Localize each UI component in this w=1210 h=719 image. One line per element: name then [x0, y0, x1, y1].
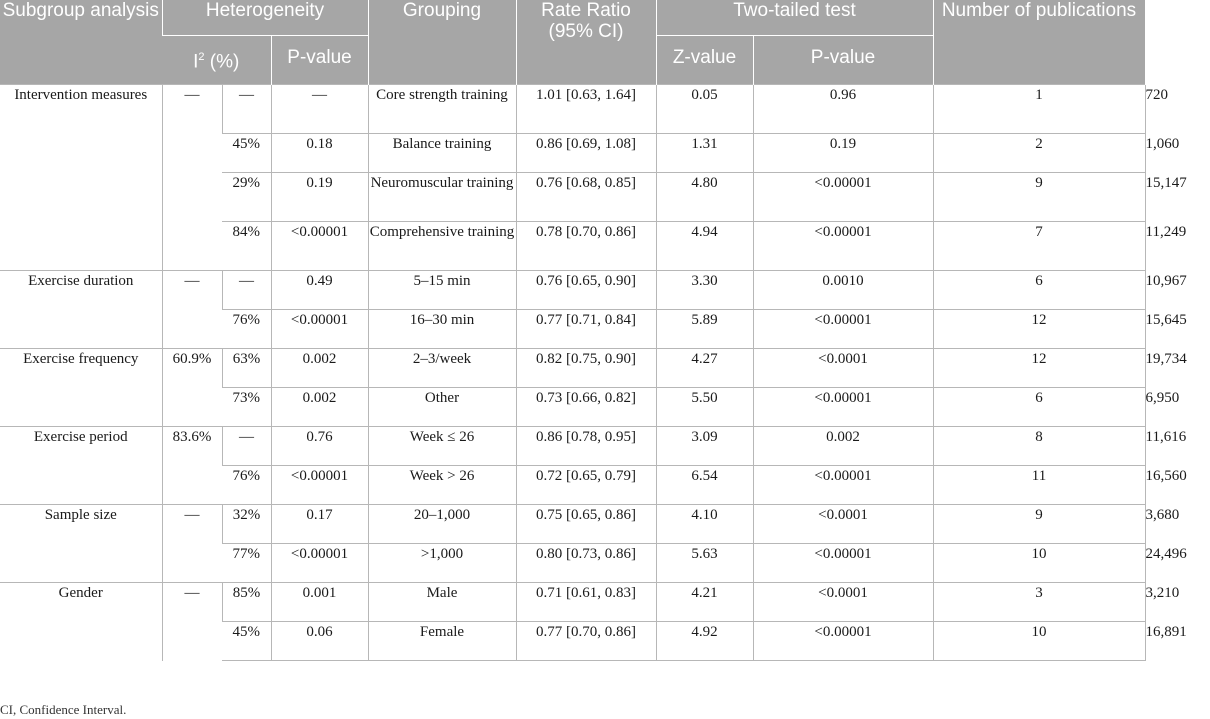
z-value-cell: 3.09 — [656, 427, 753, 466]
group-i2-cell: — — [162, 583, 222, 661]
het-p-cell: 0.17 — [271, 505, 368, 544]
p-value-cell: 0.96 — [753, 85, 933, 134]
het-p-cell: 0.002 — [271, 349, 368, 388]
publications-cell: 12 — [933, 310, 1145, 349]
z-value-cell: 0.05 — [656, 85, 753, 134]
z-value-cell: 4.21 — [656, 583, 753, 622]
het-p-cell: 0.002 — [271, 388, 368, 427]
p-value-cell: <0.00001 — [753, 622, 933, 661]
z-value-cell: 4.92 — [656, 622, 753, 661]
publications-cell: 9 — [933, 173, 1145, 222]
publications-cell: 3 — [933, 583, 1145, 622]
p-value-cell: 0.002 — [753, 427, 933, 466]
publications-cell: 7 — [933, 222, 1145, 271]
table-row: 77% <0.00001 >1,000 0.80 [0.73, 0.86] 5.63 <0.00001 10 24,496 — [0, 544, 1145, 583]
subgroup-analysis-table: Subgroup analysis Heterogeneity Grouping Rate Ratio (95% CI) Two-tailed test Number of publications Sample size $I^2$ (%) P-value Z-value P-value Intervention measures — — — Core strength training 1.01 [0.63, 1.64] 0.05 0.96 1 720 45% 0.18 Balance training 0.86 [0.69, 1.08] 1.31 0.19 2 1,060 29% 0.19 Neuromuscular training 0.76 [0.68, 0.85] 4.80 <0.00001 9 15,147 84% <0.00001 Comprehensive training 0.78 [0.70, 0.86] 4.94 <0.00001 7 11,249 Exercise duration — — 0.49 5–15 min 0.76 [0.65, 0.90] 3.30 0.0010 6 10,967 76% <0.00001 16–30 min 0.77 [0.71, 0.84] 5.89 <0.00001 12 15,645 Exercise frequency 60.9% 63% 0.002 2–3/week 0.82 [0.75, 0.90] 4.27 <0.0001 12 19,734 73% 0.002 Other 0.73 [0.66, 0.82] 5.50 <0.00001 6 6,950 Exercise period 83.6% — 0.76 Week ≤ 26 0.86 [0.78, 0.95] 3.09 0.002 8 11,616 76% <0.00001 Week > 26 0.72 [0.65, 0.79] 6.54 <0.00001 11 16,560 Sample size — 32% 0.17 20–1,000 0.75 [0.65, 0.86] 4.10 <0.0001 9 3,680 77% <0.00001 >1,000 0.80 [0.73, 0.86] 5.63 <0.00001 10 24,496 Gender — 85% 0.001 Male 0.71 [0.61, 0.83] 4.21 <0.0001 3 3,210 45% 0.06 Female 0.77 [0.70, 0.86] 4.92 <0.00001 10 16,891 — [0, 0, 1145, 661]
group-i2-cell: — — [162, 505, 222, 583]
rate-ratio-cell: 0.77 [0.71, 0.84] — [516, 310, 656, 349]
het-p-cell: 0.001 — [271, 583, 368, 622]
table-row: 84% <0.00001 Comprehensive training 0.78 [0.70, 0.86] 4.94 <0.00001 7 11,249 — [0, 222, 1145, 271]
publications-cell: 10 — [933, 544, 1145, 583]
het-i2-cell: — — [222, 427, 271, 466]
header-i2-sup: 2 — [198, 51, 205, 64]
header-subgroup: Subgroup analysis — [0, 0, 162, 85]
subgroup-cell: Intervention measures — [0, 85, 162, 271]
rate-ratio-cell: 0.78 [0.70, 0.86] — [516, 222, 656, 271]
table-row: 73% 0.002 Other 0.73 [0.66, 0.82] 5.50 <0.00001 6 6,950 — [0, 388, 1145, 427]
het-p-cell: <0.00001 — [271, 544, 368, 583]
rate-ratio-cell: 0.76 [0.68, 0.85] — [516, 173, 656, 222]
p-value-cell: <0.00001 — [753, 466, 933, 505]
table-row: 76% <0.00001 Week > 26 0.72 [0.65, 0.79] 6.54 <0.00001 11 16,560 — [0, 466, 1145, 505]
publications-cell: 6 — [933, 388, 1145, 427]
grouping-cell: Core strength training — [368, 85, 516, 134]
group-i2-cell: — — [162, 271, 222, 349]
p-value-cell: <0.00001 — [753, 173, 933, 222]
subgroup-cell: Exercise frequency — [0, 349, 162, 427]
publications-cell: 9 — [933, 505, 1145, 544]
het-p-cell: 0.18 — [271, 134, 368, 173]
table-row: 45% 0.06 Female 0.77 [0.70, 0.86] 4.92 <0.00001 10 16,891 — [0, 622, 1145, 661]
table-row: Exercise period 83.6% — 0.76 Week ≤ 26 0.86 [0.78, 0.95] 3.09 0.002 8 11,616 — [0, 427, 1145, 466]
group-i2-cell: — — [162, 85, 222, 271]
het-p-cell: 0.19 — [271, 173, 368, 222]
z-value-cell: 4.94 — [656, 222, 753, 271]
grouping-cell: Male — [368, 583, 516, 622]
het-i2-cell: 63% — [222, 349, 271, 388]
p-value-cell: <0.0001 — [753, 583, 933, 622]
het-i2-cell: 77% — [222, 544, 271, 583]
het-p-cell: 0.06 — [271, 622, 368, 661]
het-i2-cell: 45% — [222, 622, 271, 661]
het-i2-cell: 76% — [222, 310, 271, 349]
publications-cell: 2 — [933, 134, 1145, 173]
p-value-cell: <0.0001 — [753, 349, 933, 388]
z-value-cell: 4.27 — [656, 349, 753, 388]
header-i2-unit: (%) — [204, 51, 240, 73]
grouping-cell: Neuromuscular training — [368, 173, 516, 222]
grouping-cell: >1,000 — [368, 544, 516, 583]
z-value-cell: 5.50 — [656, 388, 753, 427]
group-i2-cell: 60.9% — [162, 349, 222, 427]
z-value-cell: 1.31 — [656, 134, 753, 173]
header-rate-ratio: Rate Ratio (95% CI) — [516, 0, 656, 85]
z-value-cell: 4.80 — [656, 173, 753, 222]
grouping-cell: Week ≤ 26 — [368, 427, 516, 466]
grouping-cell: 5–15 min — [368, 271, 516, 310]
rate-ratio-cell: 0.73 [0.66, 0.82] — [516, 388, 656, 427]
publications-cell: 6 — [933, 271, 1145, 310]
publications-cell: 12 — [933, 349, 1145, 388]
p-value-cell: <0.00001 — [753, 310, 933, 349]
header-z-value: Z-value — [656, 36, 753, 85]
rate-ratio-cell: 0.71 [0.61, 0.83] — [516, 583, 656, 622]
rate-ratio-cell: 0.80 [0.73, 0.86] — [516, 544, 656, 583]
rate-ratio-cell: 0.86 [0.69, 1.08] — [516, 134, 656, 173]
z-value-cell: 6.54 — [656, 466, 753, 505]
table-body — [0, 85, 1187, 661]
het-i2-cell: 29% — [222, 173, 271, 222]
het-p-cell: <0.00001 — [271, 222, 368, 271]
het-p-cell: 0.49 — [271, 271, 368, 310]
table-row: 76% <0.00001 16–30 min 0.77 [0.71, 0.84] 5.89 <0.00001 12 15,645 — [0, 310, 1145, 349]
table-row: Gender — 85% 0.001 Male 0.71 [0.61, 0.83] 4.21 <0.0001 3 3,210 — [0, 583, 1145, 622]
table-row: 45% 0.18 Balance training 0.86 [0.69, 1.08] 1.31 0.19 2 1,060 — [0, 134, 1145, 173]
het-i2-cell: 32% — [222, 505, 271, 544]
rate-ratio-cell: 0.77 [0.70, 0.86] — [516, 622, 656, 661]
grouping-cell: Other — [368, 388, 516, 427]
rate-ratio-cell: 0.76 [0.65, 0.90] — [516, 271, 656, 310]
het-p-cell: <0.00001 — [271, 466, 368, 505]
z-value-cell: 5.89 — [656, 310, 753, 349]
p-value-cell: 0.19 — [753, 134, 933, 173]
p-value-cell: <0.00001 — [753, 222, 933, 271]
p-value-cell: <0.00001 — [753, 544, 933, 583]
grouping-cell: Balance training — [368, 134, 516, 173]
subgroup-cell: Sample size — [0, 505, 162, 583]
group-i2-cell: 83.6% — [162, 427, 222, 505]
het-p-cell: — — [271, 85, 368, 134]
z-value-cell: 5.63 — [656, 544, 753, 583]
rate-ratio-cell: 0.82 [0.75, 0.90] — [516, 349, 656, 388]
grouping-cell: Week > 26 — [368, 466, 516, 505]
rate-ratio-cell: 0.72 [0.65, 0.79] — [516, 466, 656, 505]
subgroup-cell: Exercise period — [0, 427, 162, 505]
het-i2-cell: 73% — [222, 388, 271, 427]
publications-cell: 8 — [933, 427, 1145, 466]
header-publications: Number of publications — [933, 0, 1145, 85]
header-two-tailed-test: Two-tailed test — [656, 0, 933, 36]
publications-cell: 11 — [933, 466, 1145, 505]
subgroup-cell: Exercise duration — [0, 271, 162, 349]
header-heterogeneity: Heterogeneity — [162, 0, 368, 36]
grouping-cell: Female — [368, 622, 516, 661]
het-i2-cell: 85% — [222, 583, 271, 622]
publications-cell: 1 — [933, 85, 1145, 134]
table-row: Exercise duration — — 0.49 5–15 min 0.76 [0.65, 0.90] 3.30 0.0010 6 10,967 — [0, 271, 1145, 310]
header-test-p-value: P-value — [753, 36, 933, 85]
rate-ratio-cell: 0.86 [0.78, 0.95] — [516, 427, 656, 466]
table-row: Sample size — 32% 0.17 20–1,000 0.75 [0.65, 0.86] 4.10 <0.0001 9 3,680 — [0, 505, 1145, 544]
grouping-cell: 20–1,000 — [368, 505, 516, 544]
footnote: CI, Confidence Interval. — [0, 702, 127, 717]
het-i2-cell: 76% — [222, 466, 271, 505]
het-i2-cell: 45% — [222, 134, 271, 173]
rate-ratio-cell: 0.75 [0.65, 0.86] — [516, 505, 656, 544]
het-p-cell: 0.76 — [271, 427, 368, 466]
subgroup-cell: Gender — [0, 583, 162, 661]
header-het-p-value: P-value — [271, 36, 368, 85]
z-value-cell: 4.10 — [656, 505, 753, 544]
grouping-cell: 2–3/week — [368, 349, 516, 388]
header-i2-base: I — [193, 51, 199, 73]
p-value-cell: <0.0001 — [753, 505, 933, 544]
grouping-cell: Comprehensive training — [368, 222, 516, 271]
het-i2-cell: — — [222, 271, 271, 310]
het-p-cell: <0.00001 — [271, 310, 368, 349]
header-grouping: Grouping — [368, 0, 516, 85]
rate-ratio-cell: 1.01 [0.63, 1.64] — [516, 85, 656, 134]
z-value-cell: 3.30 — [656, 271, 753, 310]
table-row: 29% 0.19 Neuromuscular training 0.76 [0.68, 0.85] 4.80 <0.00001 9 15,147 — [0, 173, 1145, 222]
header-i2 — [162, 36, 271, 85]
het-i2-cell: 84% — [222, 222, 271, 271]
p-value-cell: 0.0010 — [753, 271, 933, 310]
table-row: Intervention measures — — — Core strength training 1.01 [0.63, 1.64] 0.05 0.96 1 720 — [0, 85, 1145, 134]
het-i2-cell: — — [222, 85, 271, 134]
grouping-cell: 16–30 min — [368, 310, 516, 349]
p-value-cell: <0.00001 — [753, 388, 933, 427]
publications-cell: 10 — [933, 622, 1145, 661]
table-row: Exercise frequency 60.9% 63% 0.002 2–3/week 0.82 [0.75, 0.90] 4.27 <0.0001 12 19,734 — [0, 349, 1145, 388]
